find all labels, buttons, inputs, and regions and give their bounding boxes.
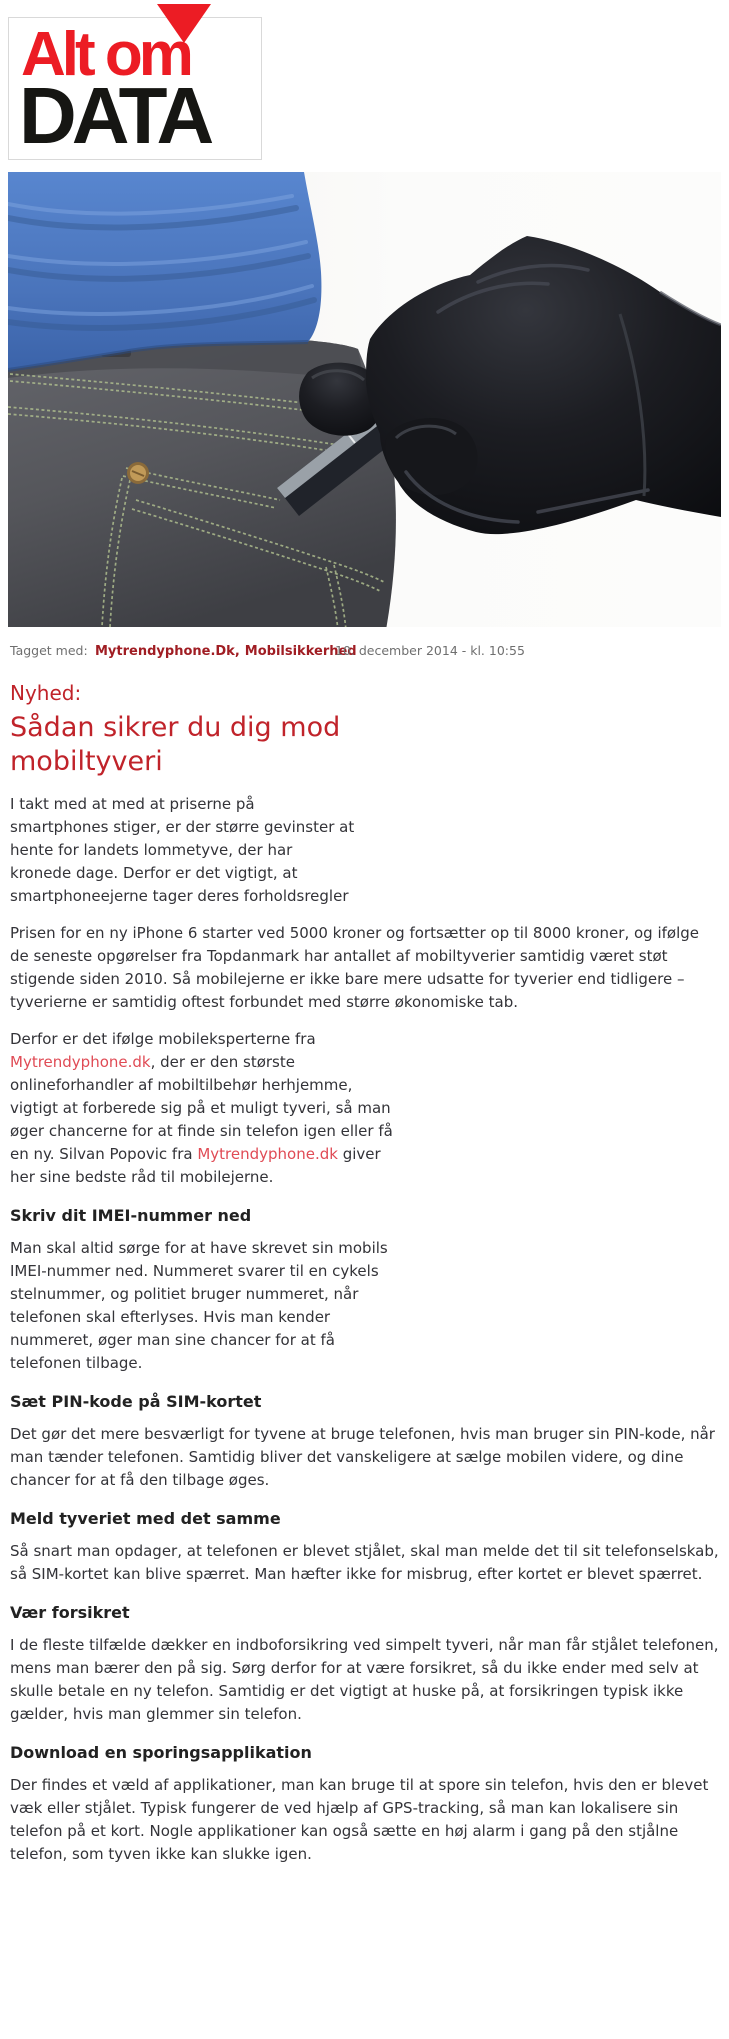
section-heading: Vær forsikret <box>10 1603 130 1622</box>
article-meta <box>10 643 719 659</box>
site-logo[interactable] <box>8 17 262 160</box>
inline-link-mytrendyphone[interactable]: Mytrendyphone.dk <box>197 1145 338 1163</box>
tag-link-mytrendyphone[interactable]: Mytrendyphone.Dk <box>95 644 235 659</box>
inline-link-mytrendyphone[interactable]: Mytrendyphone.dk <box>10 1053 151 1071</box>
site-header <box>0 0 729 172</box>
section-heading: Download en sporingsapplikation <box>10 1743 312 1762</box>
article-paragraph <box>10 1028 395 1189</box>
tag-link-mobilsikkerhed[interactable]: Mobilsikkerhed <box>244 644 357 659</box>
section-heading: Meld tyveriet med det samme <box>10 1509 281 1528</box>
section-paragraph: Man skal altid sørge for at have skrevet sin mobils IMEI-nummer ned. Nummeret svarer til en cykels stelnummer, og politiet bruger nummeret, når telefonen skal efterlyses. Hvis man kender nummeret, øger man sine chancer for at få telefonen tilbage. <box>10 1239 388 1372</box>
article-paragraph: Prisen for en ny iPhone 6 starter ved 5000 kroner og fortsætter op til 8000 kroner, og ifølge de seneste opgørelser fra Topdanmark har antallet af mobiltyverier samtidig været støt stigende siden 2010. Så mobilejerne er ikke bare mere udsatte for tyverier end tidligere – tyverierne er samtidig oftest forbundet med større økonomiske tab. <box>10 924 699 1011</box>
section-heading: Skriv dit IMEI-nummer ned <box>10 1206 252 1225</box>
section-paragraph: Så snart man opdager, at telefonen er blevet stjålet, skal man melde det til sit telefonselskab, så SIM-kortet kan blive spærret. Man hæfter ikke for misbrug, efter kortet er blevet spærret. <box>10 1542 719 1583</box>
tag-separator: , <box>234 644 240 659</box>
section-paragraph: I de fleste tilfælde dækker en indboforsikring ved simpelt tyveri, når man får stjålet telefonen, mens man bærer den på sig. Sørg derfor for at være forsikret, så du ikke ender med selv at skulle betale en ny telefon. Samtidig er det vigtigt at huske på, at forsikringen typisk ikke gælder, hvis man glemmer sin telefon. <box>10 1636 719 1723</box>
logo-text-altom: Alt om <box>21 20 190 89</box>
news-kicker: Nyhed: <box>10 681 82 705</box>
pickpocket-photo <box>8 172 721 627</box>
section-paragraph: Der findes et væld af applikationer, man kan bruge til at spore sin telefon, hvis den er blevet væk eller stjålet. Typisk fungerer de ved hjælp af GPS-tracking, så man kan lokalisere sin telefon på et kort. Nogle applikationer kan også sætte en høj alarm i gang på den stjålne telefon, som tyven ikke kan slukke igen. <box>10 1776 709 1863</box>
article-lead: I takt med at med at priserne på smartphones stiger, er der større gevinster at hente for landets lommetyve, der har kronede dage. Derfor er det vigtigt, at smartphoneejerne tager deres forholdsregler <box>10 795 355 905</box>
article-body <box>0 681 729 1892</box>
paragraph-text: giver her sine bedste råd til mobilejerne. <box>10 1145 381 1186</box>
section-paragraph: Det gør det mere besværligt for tyvene at bruge telefonen, hvis man bruger sin PIN-kode, når man tænder telefonen. Samtidig bliver det vanskeligere at sælge mobilen videre, og dine chancer for at få den tilbage øges. <box>10 1425 715 1489</box>
publish-date: 10. december 2014 - kl. 10:55 <box>335 643 525 658</box>
tagged-with-label: Tagget med: <box>10 643 88 658</box>
logo-triangle-icon <box>157 4 211 43</box>
logo-text-data: DATA <box>19 71 210 160</box>
tag-list <box>95 644 357 659</box>
hero-image <box>8 172 721 627</box>
article-title: Sådan sikrer du dig mod mobiltyveri <box>10 712 341 777</box>
paragraph-text: , der er den største onlineforhandler af mobiltilbehør herhjemme, vigtigt at forberede sig på et muligt tyveri, så man øger chancerne for at finde sin telefon igen eller få en ny. Silvan Popovic fra <box>10 1053 393 1163</box>
paragraph-text: Derfor er det ifølge mobileksperterne fra <box>10 1030 316 1048</box>
section-heading: Sæt PIN-kode på SIM-kortet <box>10 1392 262 1411</box>
